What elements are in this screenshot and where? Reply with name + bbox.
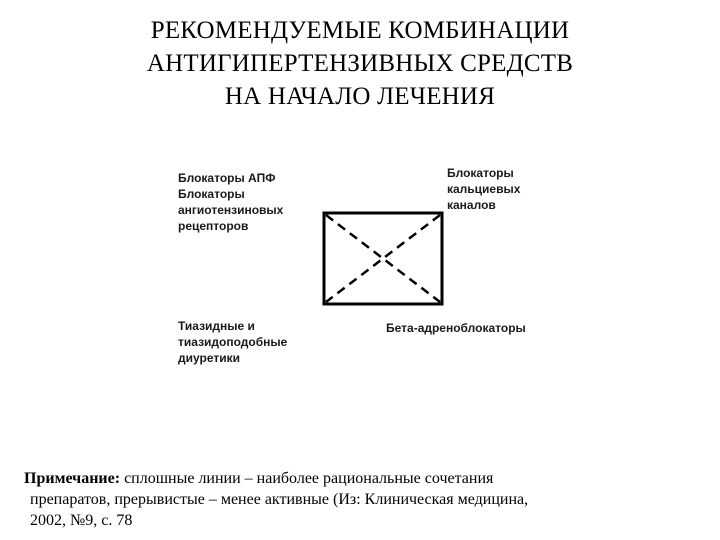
label-calcium-channel-blockers: Блокаторы кальциевых каналов xyxy=(447,166,521,212)
label-ace-inhibitors-arb: Блокаторы АПФ Блокаторы ангиотензиновых рецепторов xyxy=(178,171,284,233)
footnote xyxy=(24,468,704,531)
label-beta-blockers: Бета-адреноблокаторы xyxy=(386,321,526,335)
title-line-1: РЕКОМЕНДУЕМЫЕ КОМБИНАЦИИ xyxy=(150,17,570,44)
footnote-line-2: препаратов, прерывистые – менее активные (Из: Клиническая медицина, xyxy=(30,491,529,508)
footnote-line-1: сплошные линии – наиболее рациональные сочетания xyxy=(120,470,494,487)
title-line-3: НА НАЧАЛО ЛЕЧЕНИЯ xyxy=(224,83,496,110)
title-line-2: АНТИГИПЕРТЕНЗИВНЫХ СРЕДСТВ xyxy=(146,50,574,77)
footnote-line-3: 2002, №9, с. 78 xyxy=(30,512,133,529)
label-thiazide-diuretics: Тиазидные и тиазидоподобные диуретики xyxy=(178,319,288,365)
footnote-label: Примечание: xyxy=(24,470,121,487)
